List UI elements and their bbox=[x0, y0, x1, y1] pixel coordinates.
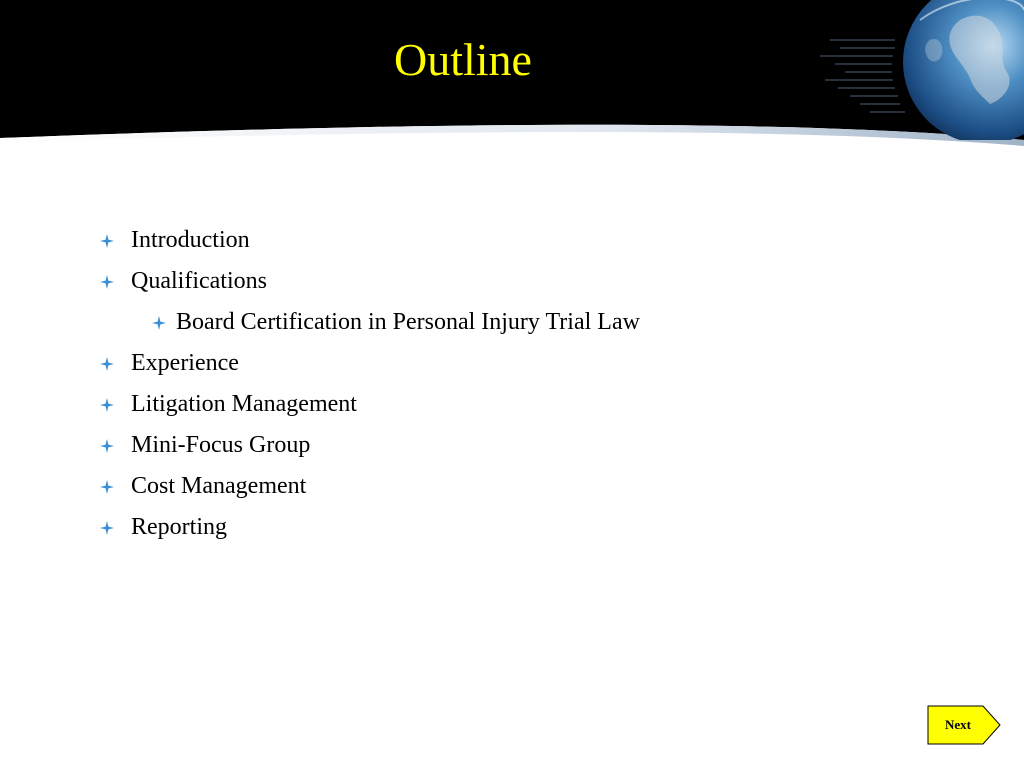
four-point-star-icon bbox=[100, 466, 116, 507]
four-point-star-icon bbox=[100, 220, 116, 261]
bullet-item-introduction bbox=[100, 220, 900, 261]
bullet-label: Qualifications bbox=[131, 268, 267, 294]
four-point-star-icon bbox=[100, 384, 116, 425]
slide-title: Outline bbox=[394, 34, 532, 85]
bullet-item-qualifications bbox=[100, 261, 900, 302]
bullet-item-mini-focus-group bbox=[100, 425, 900, 466]
bullet-label: Reporting bbox=[131, 514, 227, 540]
next-button[interactable] bbox=[927, 705, 1001, 745]
bullet-item-board-certification bbox=[100, 302, 900, 343]
bullet-label: Introduction bbox=[131, 227, 250, 253]
next-button-label: Next bbox=[945, 717, 971, 732]
four-point-star-icon bbox=[100, 261, 116, 302]
bullet-label: Mini-Focus Group bbox=[131, 432, 311, 458]
four-point-star-icon bbox=[152, 302, 168, 343]
bullet-list bbox=[100, 220, 900, 548]
bullet-label: Experience bbox=[131, 350, 239, 376]
bullet-label: Board Certification in Personal Injury Trial Law bbox=[176, 309, 640, 335]
bullet-item-cost-management bbox=[100, 466, 900, 507]
bullet-label: Cost Management bbox=[131, 473, 307, 499]
four-point-star-icon bbox=[100, 343, 116, 384]
bullet-item-litigation-management bbox=[100, 384, 900, 425]
four-point-star-icon bbox=[100, 425, 116, 466]
four-point-star-icon bbox=[100, 507, 116, 548]
bullet-label: Litigation Management bbox=[131, 391, 357, 417]
bullet-item-reporting bbox=[100, 507, 900, 548]
bullet-item-experience bbox=[100, 343, 900, 384]
